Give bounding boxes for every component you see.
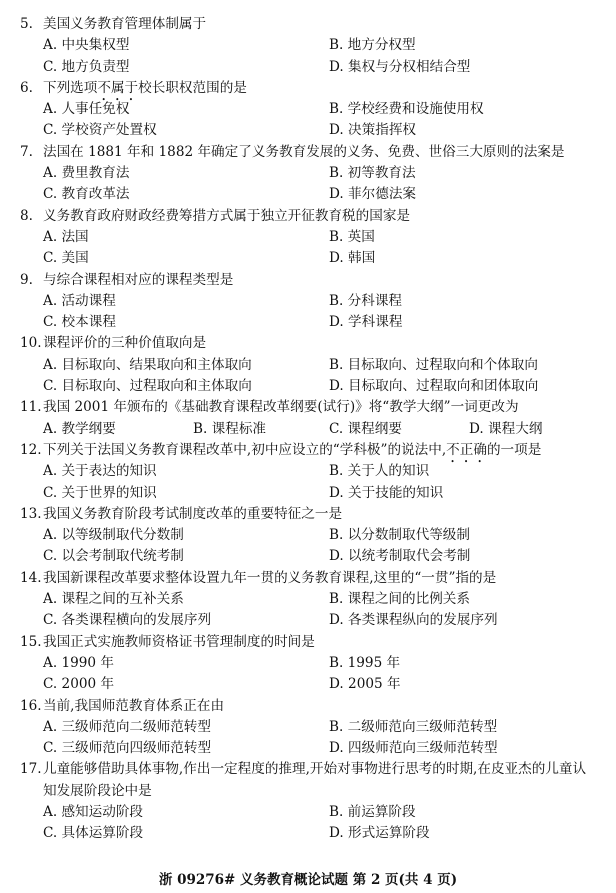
question-text: 我国义务教育阶段考试制度改革的重要特征之一是: [43, 505, 343, 522]
option-c: C. 以会考制取代统考制: [43, 548, 184, 565]
page-footer: 浙 09276# 义务教育概论试题 第 2 页(共 4 页): [158, 872, 458, 888]
question-text: 当前,我国师范教育体系正在由: [43, 697, 225, 714]
option-a: A. 教学纲要: [43, 420, 116, 437]
option-c: C. 目标取向、过程取向和主体取向: [43, 378, 252, 395]
question-number: 15.: [20, 633, 42, 650]
option-b: B. 前运算阶段: [329, 803, 416, 820]
question-number: 6.: [20, 79, 33, 96]
option-row: [0, 355, 616, 376]
question-stem: [0, 440, 616, 461]
emphasized-text: 不属于: [97, 79, 139, 96]
question-number: 7.: [20, 143, 33, 160]
option-b: B. 以分数制取代等级制: [329, 527, 470, 544]
question-stem: [0, 142, 616, 163]
question-9: [0, 270, 616, 334]
option-row: [0, 653, 616, 674]
question-15: [0, 632, 616, 696]
question-text-pre: 下列关于法国义务教育课程改革中,初中应设立的“学科极”的说法中,: [43, 441, 447, 458]
emphasized-text: 不正确: [446, 441, 487, 458]
option-c: C. 教育改革法: [43, 186, 130, 203]
option-d: D. 目标取向、过程取向和团体取向: [329, 378, 539, 395]
option-a: A. 中央集权型: [43, 37, 130, 54]
question-text: 法国在 1881 年和 1882 年确定了义务教育发展的义务、免费、世俗三大原则的法案是: [43, 143, 565, 160]
option-c: C. 美国: [43, 250, 89, 267]
option-a: A. 课程之间的互补关系: [43, 591, 184, 608]
question-text: 儿童能够借助具体事物,作出一定程度的推理,开始对事物进行思考的时期,在皮亚杰的儿童认知发展阶段论中是: [43, 761, 587, 799]
option-a: A. 三级师范向二级师范转型: [43, 718, 211, 735]
option-row: [0, 738, 616, 759]
option-row: [0, 461, 616, 482]
question-text: 课程评价的三种价值取向是: [43, 335, 207, 352]
question-stem: [0, 759, 616, 802]
option-a: A. 关于表达的知识: [43, 463, 157, 480]
question-number: 17.: [20, 761, 42, 778]
question-stem: [0, 504, 616, 525]
option-row: [0, 227, 616, 248]
question-number: 12.: [20, 441, 42, 458]
option-d: D. 课程大纲: [469, 420, 543, 437]
question-text: 美国义务教育管理体制属于: [43, 16, 207, 32]
option-a: A. 活动课程: [43, 292, 116, 309]
option-c: C. 校本课程: [43, 314, 116, 331]
option-d: D. 决策指挥权: [329, 122, 417, 139]
question-7: [0, 142, 616, 206]
question-number: 5.: [20, 16, 33, 32]
option-c: C. 各类课程横向的发展序列: [43, 612, 212, 629]
question-number: 11.: [20, 399, 42, 416]
option-b: B. 学校经费和设施使用权: [329, 101, 484, 118]
option-d: D. 韩国: [329, 250, 376, 267]
option-c: C. 关于世界的知识: [43, 484, 157, 501]
question-stem: [0, 568, 616, 589]
question-stem: [0, 397, 616, 418]
option-row: [0, 483, 616, 504]
option-row: [0, 674, 616, 695]
option-d: D. 集权与分权相结合型: [329, 58, 471, 75]
question-text-post: 校长职权范围的是: [138, 79, 247, 96]
question-10: [0, 333, 616, 397]
option-d: D. 四级师范向三级师范转型: [329, 740, 498, 757]
question-stem: [0, 696, 616, 717]
option-c: C. 课程纲要: [329, 420, 402, 437]
option-row: [0, 99, 616, 120]
option-b: B. 课程之间的比例关系: [329, 591, 470, 608]
option-row: [0, 248, 616, 269]
question-number: 13.: [20, 505, 42, 522]
option-row: [0, 802, 616, 823]
option-d: D. 各类课程纵向的发展序列: [329, 612, 498, 629]
question-number: 16.: [20, 697, 42, 714]
question-text: 义务教育政府财政经费筹措方式属于独立开征教育税的国家是: [43, 207, 411, 224]
option-d: D. 2005 年: [329, 676, 401, 693]
option-b: B. 初等教育法: [329, 165, 416, 182]
option-c: C. 具体运算阶段: [43, 825, 144, 842]
question-text-pre: 下列选项: [43, 79, 98, 96]
question-stem: [0, 78, 616, 99]
option-d: D. 关于技能的知识: [329, 484, 444, 501]
option-row: [0, 717, 616, 738]
option-row: [0, 419, 616, 440]
question-text: 我国正式实施教师资格证书管理制度的时间是: [43, 633, 315, 650]
question-12: [0, 440, 616, 504]
option-d: D. 菲尔德法案: [329, 186, 417, 203]
question-number: 10.: [20, 335, 42, 352]
question-text: 我国新课程改革要求整体设置九年一贯的义务教育课程,这里的“一贯”指的是: [43, 569, 497, 586]
question-11: [0, 397, 616, 440]
question-6: [0, 78, 616, 142]
question-stem: [0, 333, 616, 354]
option-row: [0, 610, 616, 631]
option-a: A. 目标取向、结果取向和主体取向: [43, 356, 252, 373]
option-a: A. 人事任免权: [43, 101, 130, 118]
option-d: D. 形式运算阶段: [329, 825, 430, 842]
option-b: B. 地方分权型: [329, 37, 416, 54]
option-b: B. 英国: [329, 228, 375, 245]
option-a: A. 1990 年: [43, 654, 114, 671]
option-a: A. 以等级制取代分数制: [43, 527, 184, 544]
option-a: A. 费里教育法: [43, 165, 130, 182]
question-17: [0, 759, 616, 844]
option-row: [0, 120, 616, 141]
option-b: B. 关于人的知识: [329, 463, 430, 480]
question-number: 14.: [20, 569, 42, 586]
option-c: C. 学校资产处置权: [43, 122, 157, 139]
option-d: D. 学科课程: [329, 314, 403, 331]
option-row: [0, 184, 616, 205]
question-16: [0, 696, 616, 760]
option-row: [0, 291, 616, 312]
option-row: [0, 312, 616, 333]
question-14: [0, 568, 616, 632]
option-b: B. 目标取向、过程取向和个体取向: [329, 356, 538, 373]
question-stem: [0, 270, 616, 291]
option-row: [0, 376, 616, 397]
question-number: 9.: [20, 271, 33, 288]
question-stem: [0, 632, 616, 653]
option-b: B. 课程标准: [193, 420, 267, 437]
option-row: [0, 589, 616, 610]
question-8: [0, 206, 616, 270]
option-row: [0, 57, 616, 78]
option-row: [0, 525, 616, 546]
option-row: [0, 163, 616, 184]
option-row: [0, 823, 616, 844]
question-text: 我国 2001 年颁布的《基础教育课程改革纲要(试行)》将“教学大纲”一词更改为: [43, 399, 519, 416]
question-stem: [0, 14, 616, 35]
option-b: B. 1995 年: [329, 654, 401, 671]
option-c: C. 2000 年: [43, 676, 115, 693]
question-text: 与综合课程相对应的课程类型是: [43, 271, 234, 288]
question-13: [0, 504, 616, 568]
option-row: [0, 546, 616, 567]
exam-page: [0, 14, 616, 845]
option-c: C. 三级师范向四级师范转型: [43, 740, 212, 757]
option-a: A. 感知运动阶段: [43, 803, 144, 820]
option-b: B. 分科课程: [329, 292, 403, 309]
question-text-post: 的一项是: [486, 441, 542, 458]
question-stem: [0, 206, 616, 227]
option-row: [0, 35, 616, 56]
question-number: 8.: [20, 207, 33, 224]
option-d: D. 以统考制取代会考制: [329, 548, 471, 565]
question-5: [0, 14, 616, 78]
option-b: B. 二级师范向三级师范转型: [329, 718, 498, 735]
option-c: C. 地方负责型: [43, 58, 130, 75]
option-a: A. 法国: [43, 228, 89, 245]
